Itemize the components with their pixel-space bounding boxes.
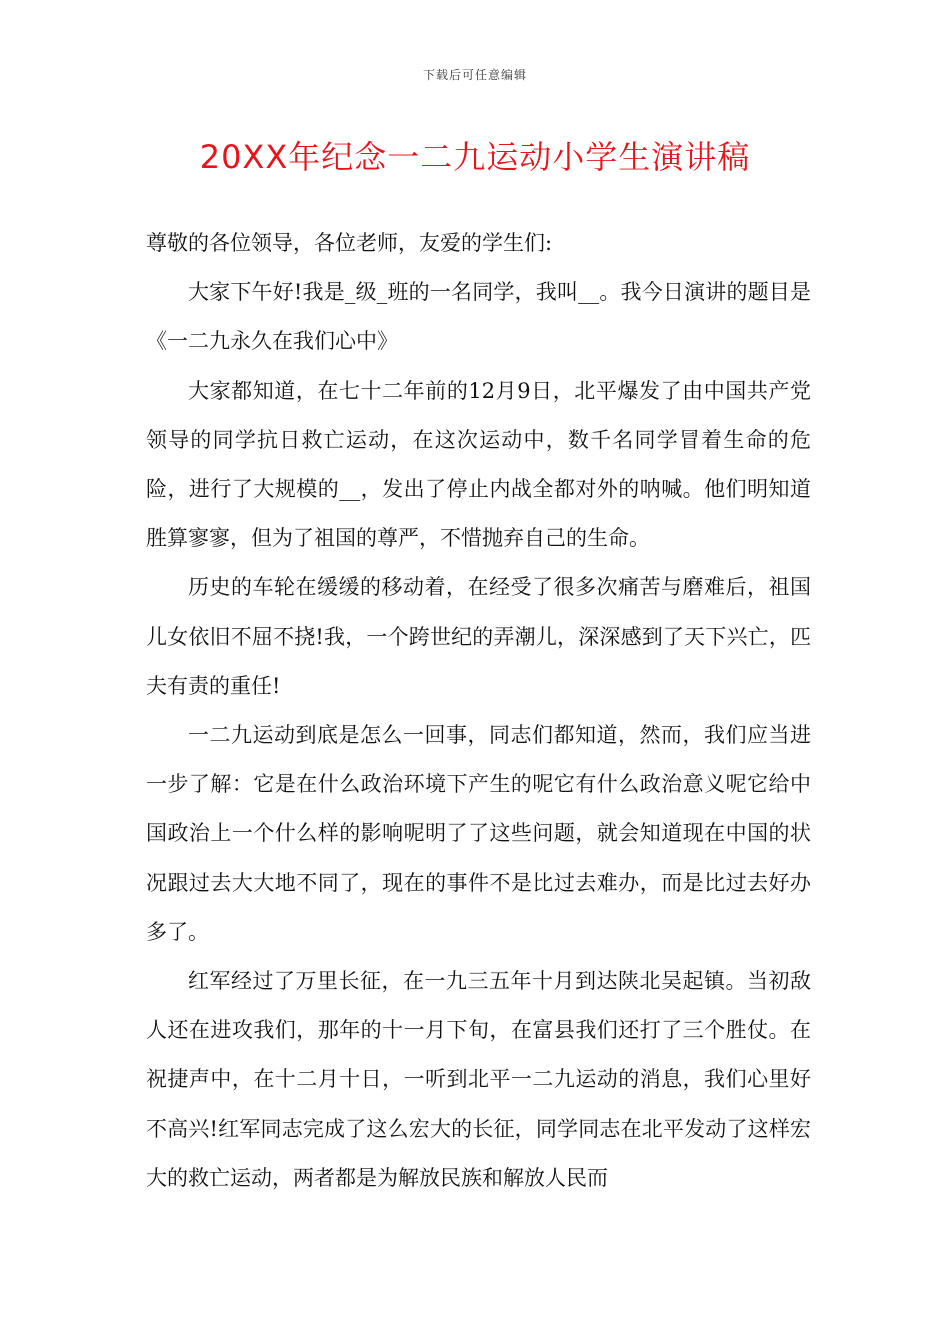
document-body: [146, 219, 811, 1203]
paragraph: 一二九运动到底是怎么一回事，同志们都知道，然而，我们应当进一步了解：它是在什么政治环境下产生的呢它有什么政治意义呢它给中国政治上一个什么样的影响呢明了了这些问题，就会知道现在中国的状况跟过去大大地不同了，现在的事件不是比过去难办，而是比过去好办多了。: [146, 723, 811, 944]
header-note: 下载后可任意编辑: [422, 68, 527, 82]
paragraph: 历史的车轮在缓缓的移动着，在经受了很多次痛苦与磨难后，祖国儿女依旧不屈不挠!我，一个跨世纪的弄潮儿，深深感到了天下兴亡，匹夫有责的重任!: [146, 575, 811, 698]
paragraph: 大家都知道，在七十二年前的12月9日，北平爆发了由中国共产党领导的同学抗日救亡运动，在这次运动中，数千名同学冒着生命的危险，进行了大规模的__，发出了停止内战全都对外的呐喊。他们明知道胜算寥寥，但为了祖国的尊严，不惜抛弃自己的生命。: [146, 378, 811, 551]
paragraph: 红军经过了万里长征，在一九三五年十月到达陕北吴起镇。当初敌人还在进攻我们，那年的十一月下旬，在富县我们还打了三个胜仗。在祝捷声中，在十二月十日，一听到北平一二九运动的消息，我们心里好不高兴!红军同志完成了这么宏大的长征，同学同志在北平发动了这样宏大的救亡运动，两者都是为解放民族和解放人民而: [146, 969, 811, 1190]
document-title: 20XX年纪念一二九运动小学生演讲稿: [199, 138, 751, 176]
paragraph: 大家下午好!我是_级_班的一名同学，我叫__。我今日演讲的题目是《一二九永久在我们心中》: [146, 280, 811, 354]
salutation: 尊敬的各位领导，各位老师，友爱的学生们:: [146, 231, 553, 255]
